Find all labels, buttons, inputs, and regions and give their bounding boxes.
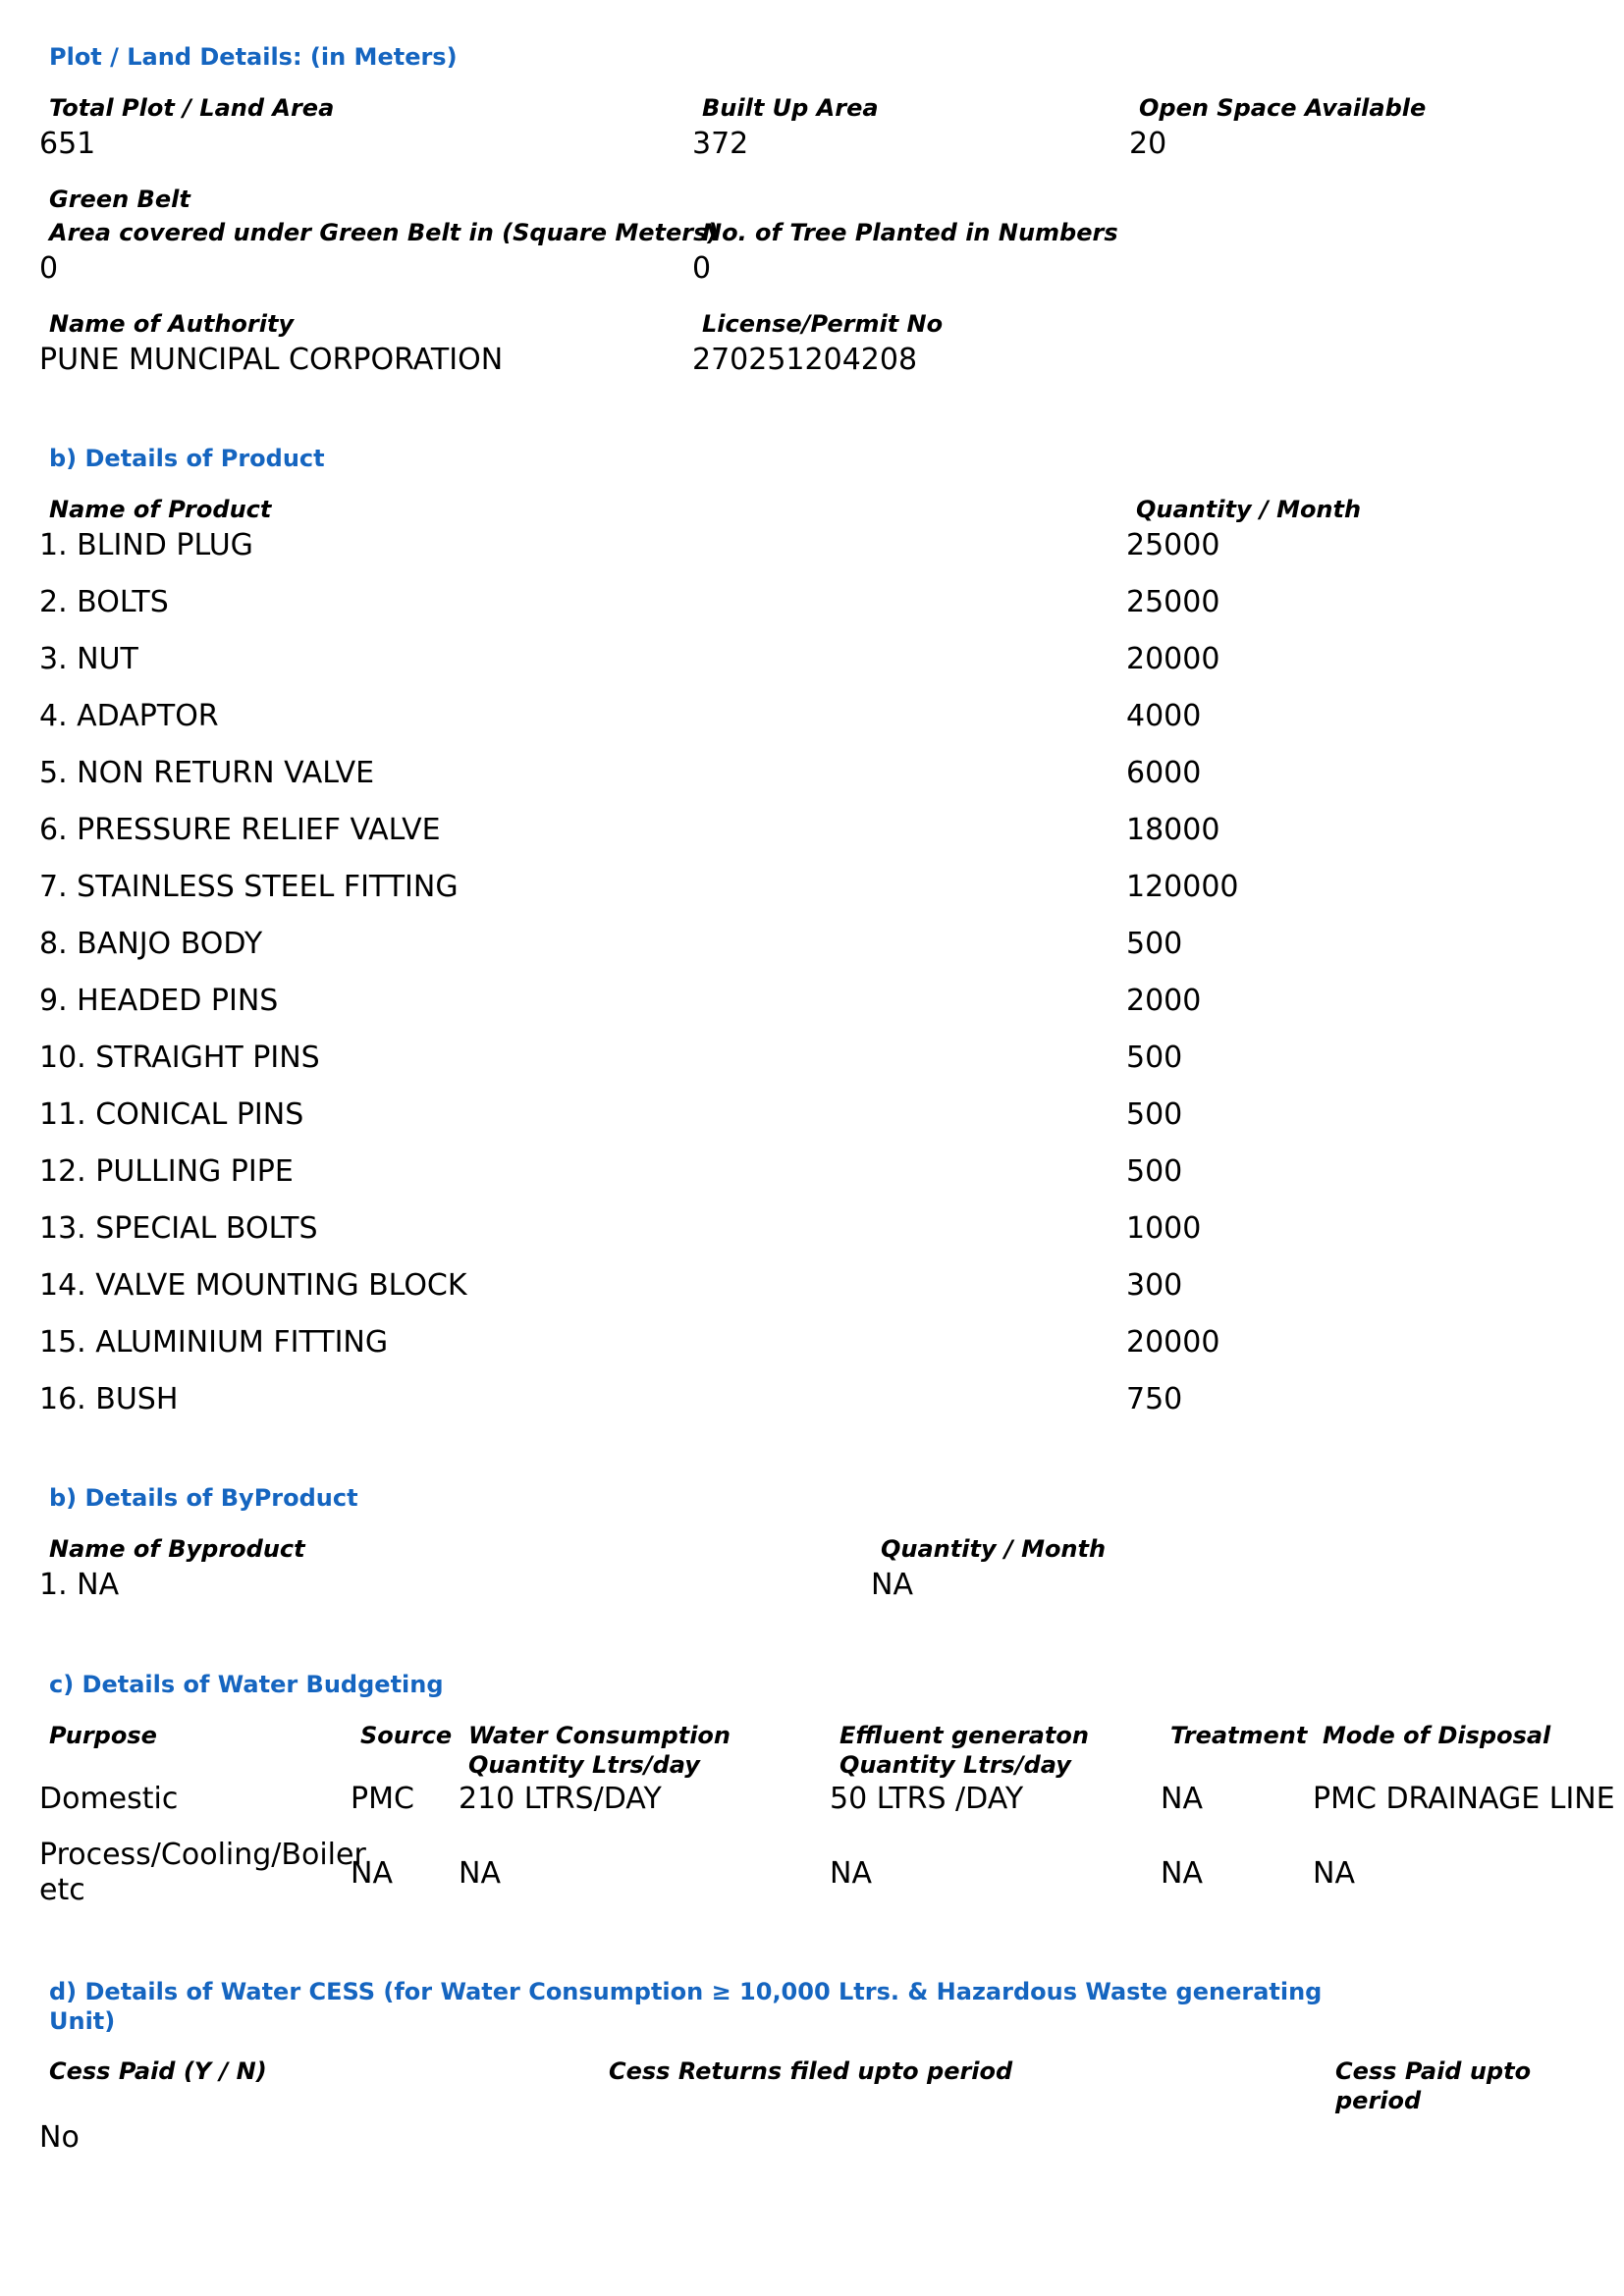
authority-value: PUNE MUNCIPAL CORPORATION (39, 343, 504, 377)
product-name: 9. HEADED PINS (39, 984, 279, 1018)
product-qty: 20000 (1126, 1325, 1220, 1360)
product-name: 6. PRESSURE RELIEF VALVE (39, 813, 441, 847)
water-effluent-header-unit: Quantity Ltrs/day (839, 1751, 1071, 1779)
product-name: 15. ALUMINIUM FITTING (39, 1325, 389, 1360)
water-row-consumption: 210 LTRS/DAY (459, 1782, 662, 1816)
water-row-source: NA (351, 1856, 393, 1891)
green-belt-label: Green Belt (49, 186, 190, 213)
trees-label: No. of Tree Planted in Numbers (702, 219, 1118, 246)
product-name: 7. STAINLESS STEEL FITTING (39, 870, 459, 904)
cess-upto-header-cont: period (1335, 2087, 1422, 2114)
water-row-disposal: NA (1313, 1856, 1355, 1891)
product-qty: 300 (1126, 1268, 1183, 1303)
built-area-value: 372 (692, 127, 749, 161)
water-purpose-header: Purpose (49, 1722, 157, 1749)
water-row-purpose: Process/Cooling/Boiler (39, 1838, 366, 1872)
product-name: 8. BANJO BODY (39, 927, 263, 961)
water-consumption-header: Water Consumption (468, 1722, 731, 1749)
product-qty: 4000 (1126, 699, 1202, 733)
water-row-treatment: NA (1161, 1856, 1203, 1891)
product-qty: 120000 (1126, 870, 1239, 904)
product-qty: 20000 (1126, 642, 1220, 676)
product-qty: 750 (1126, 1382, 1183, 1416)
open-space-label: Open Space Available (1139, 94, 1427, 122)
product-qty: 500 (1126, 1097, 1183, 1132)
product-qty: 500 (1126, 1041, 1183, 1075)
water-row-effluent: NA (830, 1856, 872, 1891)
product-qty: 500 (1126, 927, 1183, 961)
cess-upto-header: Cess Paid upto (1335, 2057, 1532, 2085)
water-section-heading: c) Details of Water Budgeting (49, 1671, 444, 1698)
product-name: 5. NON RETURN VALVE (39, 756, 375, 790)
water-treatment-header: Treatment (1170, 1722, 1308, 1749)
byproduct-qty: NA (871, 1568, 913, 1602)
product-qty: 6000 (1126, 756, 1202, 790)
water-row-consumption: NA (459, 1856, 501, 1891)
water-row-purpose-cont: etc (39, 1873, 85, 1907)
cess-paid-value: No (39, 2120, 80, 2155)
water-effluent-header: Effluent generaton (839, 1722, 1089, 1749)
green-area-value: 0 (39, 251, 59, 286)
authority-label: Name of Authority (49, 310, 295, 338)
product-name: 16. BUSH (39, 1382, 179, 1416)
water-consumption-header-unit: Quantity Ltrs/day (468, 1751, 700, 1779)
byproduct-section-heading: b) Details of ByProduct (49, 1484, 358, 1512)
byproduct-qty-header: Quantity / Month (881, 1535, 1107, 1563)
total-area-label: Total Plot / Land Area (49, 94, 335, 122)
byproduct-name-header: Name of Byproduct (49, 1535, 305, 1563)
byproduct-name: 1. NA (39, 1568, 120, 1602)
water-row-effluent: 50 LTRS /DAY (830, 1782, 1024, 1816)
green-area-label: Area covered under Green Belt in (Square Meters) (49, 219, 719, 246)
license-label: License/Permit No (702, 310, 944, 338)
product-section-heading: b) Details of Product (49, 445, 325, 472)
cess-returns-header: Cess Returns filed upto period (609, 2057, 1013, 2085)
cess-section-heading-cont: Unit) (49, 2007, 116, 2035)
built-area-label: Built Up Area (702, 94, 879, 122)
product-name: 3. NUT (39, 642, 138, 676)
product-qty: 2000 (1126, 984, 1202, 1018)
water-source-header: Source (360, 1722, 453, 1749)
product-name-header: Name of Product (49, 496, 272, 523)
product-name: 10. STRAIGHT PINS (39, 1041, 320, 1075)
trees-value: 0 (692, 251, 712, 286)
product-qty: 25000 (1126, 585, 1220, 619)
water-row-purpose: Domestic (39, 1782, 179, 1816)
product-qty: 25000 (1126, 528, 1220, 562)
product-name: 2. BOLTS (39, 585, 169, 619)
product-name: 14. VALVE MOUNTING BLOCK (39, 1268, 467, 1303)
water-row-treatment: NA (1161, 1782, 1203, 1816)
cess-paid-header: Cess Paid (Y / N) (49, 2057, 267, 2085)
water-disposal-header: Mode of Disposal (1323, 1722, 1551, 1749)
cess-section-heading: d) Details of Water CESS (for Water Consumption ≥ 10,000 Ltrs. & Hazardous Waste generating (49, 1978, 1323, 2005)
open-space-value: 20 (1129, 127, 1167, 161)
product-qty: 1000 (1126, 1211, 1202, 1246)
product-name: 13. SPECIAL BOLTS (39, 1211, 318, 1246)
product-qty: 18000 (1126, 813, 1220, 847)
product-name: 4. ADAPTOR (39, 699, 219, 733)
license-value: 270251204208 (692, 343, 918, 377)
product-name: 12. PULLING PIPE (39, 1154, 294, 1189)
total-area-value: 651 (39, 127, 96, 161)
product-qty-header: Quantity / Month (1136, 496, 1362, 523)
water-row-disposal: PMC DRAINAGE LINE (1313, 1782, 1615, 1816)
product-qty: 500 (1126, 1154, 1183, 1189)
plot-section-heading: Plot / Land Details: (in Meters) (49, 43, 458, 71)
product-name: 11. CONICAL PINS (39, 1097, 304, 1132)
product-name: 1. BLIND PLUG (39, 528, 253, 562)
water-row-source: PMC (351, 1782, 414, 1816)
